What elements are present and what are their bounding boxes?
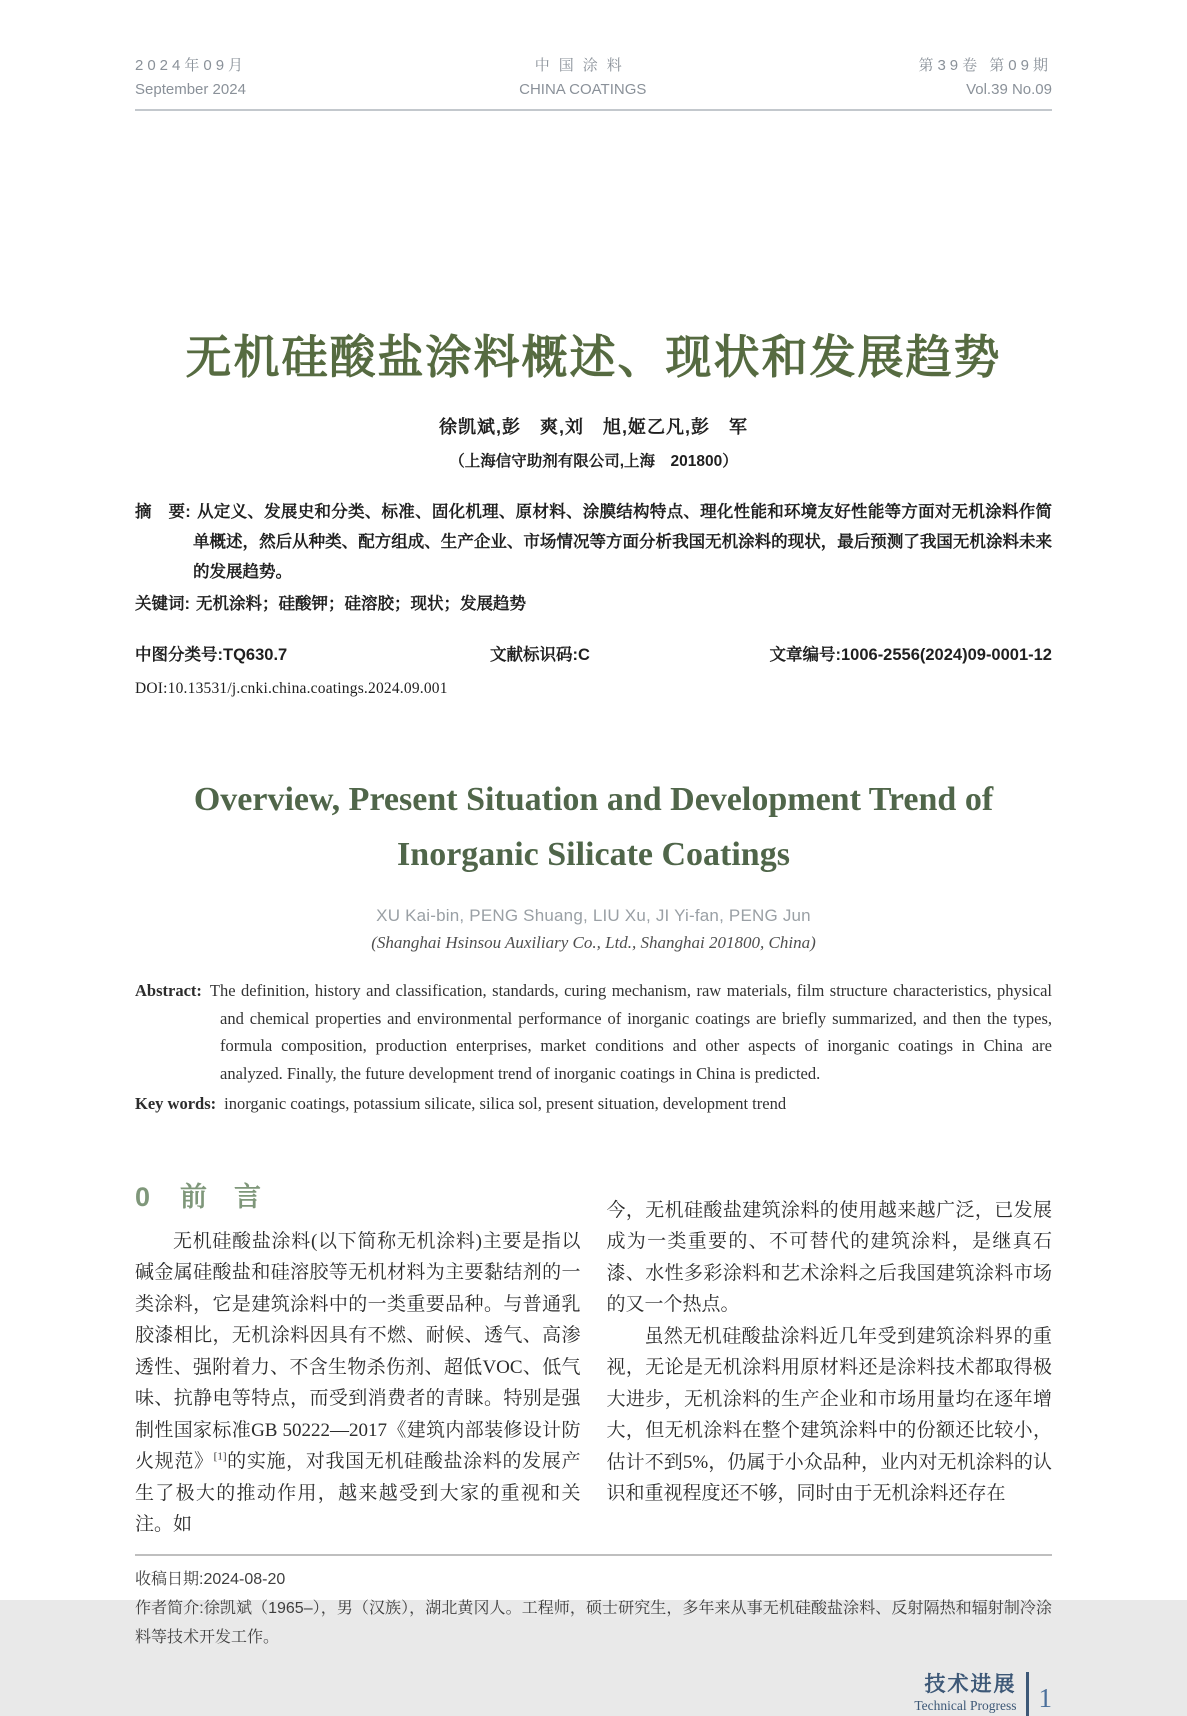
footnote — [135, 1554, 1052, 1652]
paragraph-right-2: 虽然无机硅酸盐涂料近几年受到建筑涂料界的重视，无论是无机涂料用原材料还是涂料技术都取得极大进步，无机涂料的生产企业和市场用量均在逐年增大，但无机涂料在整个建筑涂料中的份额还比较小，估计不到5%，仍属于小众品种，业内对无机涂料的认识和重视程度还不够，同时由于无机涂料还存在 — [606, 1325, 1052, 1504]
column-badge-cn: 技术进展 — [924, 1672, 1017, 1696]
received-date: 收稿日期:2024-08-20 — [135, 1570, 286, 1588]
volume-issue-en: Vol.39 No.09 — [966, 81, 1052, 98]
section-number: 0 — [135, 1181, 151, 1212]
body-column-right — [607, 1180, 1053, 1541]
page-number: 1 — [1038, 1683, 1052, 1713]
affiliation-cn: （上海信守助剂有限公司,上海 201800） — [449, 453, 738, 470]
doi: DOI:10.13531/j.cnki.china.coatings.2024.09.001 — [135, 680, 448, 697]
header-date-cn: 2024年09月 — [135, 57, 248, 74]
affiliation-en: (Shanghai Hsinsou Auxiliary Co., Ltd., Shanghai 201800, China) — [371, 933, 816, 952]
badge-divider — [1026, 1672, 1029, 1716]
article-body — [135, 1180, 1052, 1541]
journal-header — [135, 0, 1052, 111]
keywords-cn-label: 关键词: — [135, 595, 190, 613]
abstract-cn — [135, 497, 1052, 587]
footer-badge — [135, 1672, 1052, 1716]
paragraph-left-1: 无机硅酸盐涂料(以下简称无机涂料)主要是指以碱金属硅酸盐和硅溶胶等无机材料为主要黏结剂的一类涂料，它是建筑涂料中的一类重要品种。与普通乳胶漆相比，无机涂料因具有不燃、耐候、透气、高渗透性、强附着力、不含生物杀伤剂、超低VOC、低气味、抗静电等特点，而受到消费者的青睐。特别是强制性国家标准GB 50222—2017《建筑内部装修设计防火规范》[1]的实施，对我国无机硅酸盐涂料的发展产生了极大的推动作用，越来越受到大家的重视和关注。如 — [135, 1230, 581, 1535]
journal-name-cn: 中国涂料 — [534, 57, 631, 74]
column-badge — [914, 1673, 1016, 1715]
abstract-cn-label: 摘 要: — [135, 503, 191, 521]
column-badge-en: Technical Progress — [914, 1697, 1017, 1713]
article-title-en — [0, 772, 1187, 882]
volume-issue-cn: 第39卷 第09期 — [918, 57, 1052, 74]
meta-row — [135, 641, 1052, 667]
title-en-line2: Inorganic Silicate Coatings — [397, 836, 790, 873]
body-column-left — [135, 1180, 581, 1541]
section-title: 前 言 — [180, 1181, 262, 1212]
clc-number: 中图分类号:TQ630.7 — [135, 646, 288, 664]
document-code: 文献标识码:C — [490, 646, 590, 664]
article-id: 文章编号:1006-2556(2024)09-0001-12 — [769, 646, 1052, 664]
paragraph-right-1: 今，无机硅酸盐建筑涂料的使用越来越广泛，已发展成为一类重要的、不可替代的建筑涂料，是继真石漆、水性多彩涂料和艺术涂料之后我国建筑涂料市场的又一个热点。 — [606, 1199, 1052, 1315]
keywords-en — [135, 1090, 1052, 1118]
header-volume-issue — [918, 54, 1052, 102]
authors-en: XU Kai-bin, PENG Shuang, LIU Xu, JI Yi-fan, PENG Jun — [376, 906, 811, 925]
citation-ref-1: [1] — [213, 1450, 227, 1463]
abstract-en — [135, 977, 1052, 1087]
header-date — [135, 54, 247, 102]
section-heading-0 — [135, 1180, 581, 1214]
abstract-en-text: The definition, history and classification, standards, curing mechanism, raw materials, film structure characteristics, physical and chemical properties and environmental performance of inorganic coatings are briefly summarized, and then the types, formula composition, production enterprises, market conditions and other aspects of inorganic coatings in China are analyzed. Finally, the future development trend of inorganic coatings in China is predicted. — [209, 981, 1052, 1083]
keywords-cn-text: 无机涂料；硅酸钾；硅溶胶；现状；发展趋势 — [196, 595, 526, 613]
header-date-en: September 2024 — [135, 81, 246, 98]
authors-cn: 徐凯斌,彭 爽,刘 旭,姬乙凡,彭 军 — [438, 417, 748, 437]
abstract-en-label: Abstract: — [135, 981, 202, 1000]
abstract-cn-text: 从定义、发展史和分类、标准、固化机理、原材料、涂膜结构特点、理化性能和环境友好性能等方面对无机涂料作简单概述，然后从种类、配方组成、生产企业、市场情况等方面分析我国无机涂料的现状，最后预测了我国无机涂料未来的发展趋势。 — [193, 503, 1053, 581]
title-en-line1: Overview, Present Situation and Development Trend of — [193, 781, 994, 818]
keywords-en-label: Key words: — [135, 1094, 217, 1113]
keywords-cn — [135, 589, 1052, 619]
author-bio: 作者简介:徐凯斌（1965–），男（汉族），湖北黄冈人。工程师，硕士研究生，多年来从事无机硅酸盐涂料、反射隔热和辐射制冷涂料等技术开发工作。 — [135, 1599, 1053, 1646]
header-journal-name — [519, 54, 646, 102]
journal-name-en: CHINA COATINGS — [519, 81, 647, 98]
keywords-en-text: inorganic coatings, potassium silicate, silica sol, present situation, development trend — [224, 1094, 787, 1113]
article-title-cn: 无机硅酸盐涂料概述、现状和发展趋势 — [185, 331, 1002, 383]
